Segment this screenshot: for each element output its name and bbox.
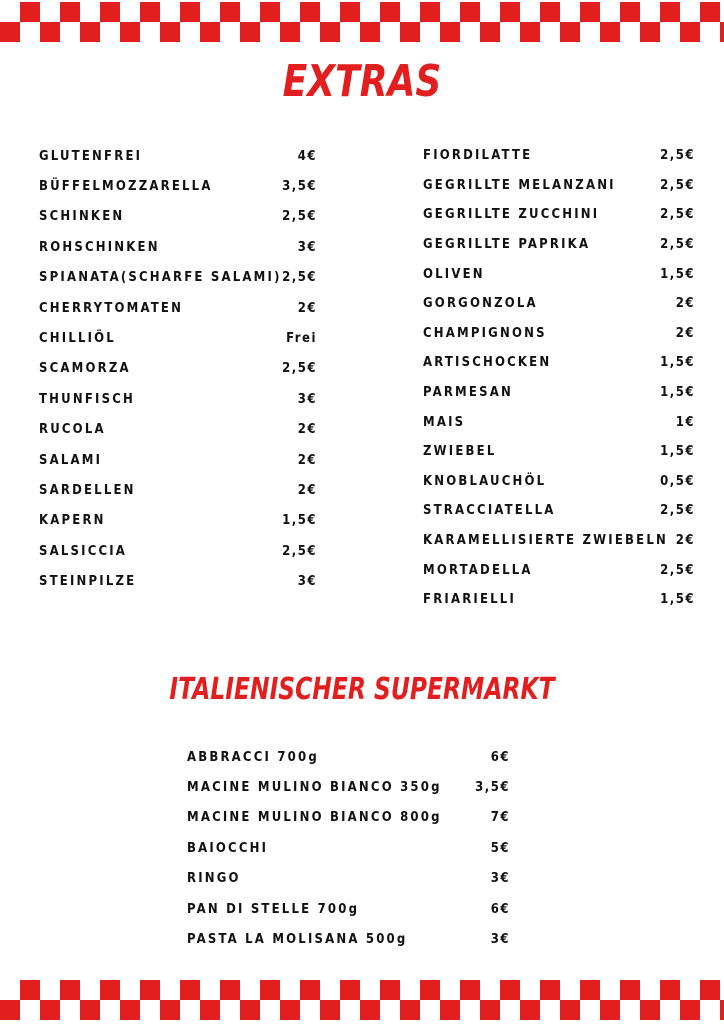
item-price: 3€	[297, 239, 317, 255]
item-name: CHERRYTOMATEN	[39, 300, 184, 316]
list-item	[187, 924, 512, 954]
item-price: 6€	[490, 749, 510, 765]
list-item	[423, 319, 695, 349]
list-item	[423, 378, 695, 408]
list-item	[423, 141, 695, 171]
item-name: OLIVEN	[423, 266, 485, 282]
item-name: SARDELLEN	[39, 482, 136, 498]
item-name: ABBRACCI 700g	[187, 749, 319, 765]
item-name: ARTISCHOCKEN	[423, 355, 552, 371]
item-price: 1,5€	[660, 266, 695, 282]
list-item	[39, 354, 329, 384]
extras-list-left	[39, 141, 329, 597]
item-name: KNOBLAUCHÖL	[423, 473, 547, 489]
item-price: 3,5€	[475, 780, 510, 796]
list-item	[39, 323, 329, 353]
item-price: 7€	[490, 810, 510, 826]
item-price: 2,5€	[660, 237, 695, 253]
list-item	[187, 894, 512, 924]
item-name: PASTA LA MOLISANA 500g	[187, 932, 408, 948]
list-item	[39, 536, 329, 566]
item-price: 1,5€	[660, 444, 695, 460]
item-price: 2,5€	[660, 177, 695, 193]
item-price: 4€	[297, 148, 317, 164]
list-item	[423, 555, 695, 585]
item-name: MAIS	[423, 414, 466, 430]
item-name: FIORDILATTE	[423, 148, 533, 164]
item-name: GORGONZOLA	[423, 296, 538, 312]
list-item	[39, 415, 329, 445]
list-item	[187, 772, 512, 802]
item-price: 3€	[490, 871, 510, 887]
item-name: ZWIEBEL	[423, 444, 497, 460]
item-name: GEGRILLTE ZUCCHINI	[423, 207, 600, 223]
item-price: 2,5€	[282, 270, 317, 286]
list-item	[423, 526, 695, 556]
item-price: 2,5€	[282, 543, 317, 559]
item-name: SALAMI	[39, 452, 103, 468]
item-price: 2,5€	[282, 361, 317, 377]
list-item	[423, 437, 695, 467]
list-item	[39, 141, 329, 171]
item-price: 2€	[675, 296, 695, 312]
list-item	[423, 171, 695, 201]
item-price: 1,5€	[282, 513, 317, 529]
list-item	[423, 407, 695, 437]
item-name: CHAMPIGNONS	[423, 325, 547, 341]
item-price: 3,5€	[282, 179, 317, 195]
list-item	[39, 232, 329, 262]
list-item	[423, 259, 695, 289]
item-price: 2€	[297, 452, 317, 468]
item-name: KARAMELLISIERTE ZWIEBELN	[423, 533, 668, 549]
item-price: 2€	[675, 533, 695, 549]
item-name: GEGRILLTE PAPRIKA	[423, 237, 591, 253]
list-item	[423, 200, 695, 230]
item-name: STEINPILZE	[39, 574, 137, 590]
item-name: BAIOCCHI	[187, 840, 269, 856]
list-item	[187, 864, 512, 894]
checkered-border-bottom	[0, 980, 724, 1020]
list-item	[423, 348, 695, 378]
item-name: PAN DI STELLE 700g	[187, 901, 360, 917]
item-price: 1,5€	[660, 385, 695, 401]
item-price: 2,5€	[660, 562, 695, 578]
list-item	[39, 445, 329, 475]
list-item	[39, 566, 329, 596]
supermarket-list	[187, 742, 512, 955]
item-name: GLUTENFREI	[39, 148, 143, 164]
list-item	[39, 293, 329, 323]
item-name: FRIARIELLI	[423, 592, 516, 608]
list-item	[423, 289, 695, 319]
list-item	[187, 833, 512, 863]
item-name: GEGRILLTE MELANZANI	[423, 177, 616, 193]
item-name: CHILLIÖL	[39, 331, 116, 347]
item-name: KAPERN	[39, 513, 106, 529]
list-item	[39, 202, 329, 232]
item-price: 5€	[490, 840, 510, 856]
item-name: SCAMORZA	[39, 361, 131, 377]
item-price: 3€	[297, 391, 317, 407]
item-name: STRACCIATELLA	[423, 503, 556, 519]
item-name: ROHSCHINKEN	[39, 239, 160, 255]
item-name: MACINE MULINO BIANCO 800g	[187, 810, 442, 826]
list-item	[39, 263, 329, 293]
item-name: MACINE MULINO BIANCO 350g	[187, 780, 442, 796]
list-item	[423, 467, 695, 497]
item-name: SCHINKEN	[39, 209, 125, 225]
list-item	[187, 742, 512, 772]
item-price: 0,5€	[660, 473, 695, 489]
item-name: BÜFFELMOZZARELLA	[39, 179, 213, 195]
item-price: 2€	[297, 482, 317, 498]
item-name: SALSICCIA	[39, 543, 128, 559]
page-title: EXTRAS	[282, 56, 442, 107]
extras-list-right	[423, 141, 695, 615]
list-item	[39, 384, 329, 414]
checkered-border-top	[0, 2, 724, 42]
list-item	[187, 803, 512, 833]
item-price: 2,5€	[660, 148, 695, 164]
item-name: SPIANATA(SCHARFE SALAMI)	[39, 270, 282, 286]
item-price: 3€	[490, 932, 510, 948]
list-item	[423, 496, 695, 526]
item-name: RUCOLA	[39, 422, 106, 438]
item-name: PARMESAN	[423, 385, 513, 401]
item-price: 3€	[297, 574, 317, 590]
item-price: 2,5€	[660, 503, 695, 519]
list-item	[423, 230, 695, 260]
list-item	[39, 506, 329, 536]
item-price: 1,5€	[660, 355, 695, 371]
item-price: 1€	[675, 414, 695, 430]
item-price: 2€	[297, 422, 317, 438]
item-price: 2,5€	[282, 209, 317, 225]
item-name: THUNFISCH	[39, 391, 135, 407]
item-price: Frei	[286, 331, 317, 347]
list-item	[39, 171, 329, 201]
item-name: MORTADELLA	[423, 562, 533, 578]
section-title-supermarket: ITALIENISCHER SUPERMARKT	[169, 672, 555, 707]
item-price: 2€	[675, 325, 695, 341]
list-item	[423, 585, 695, 615]
item-price: 1,5€	[660, 592, 695, 608]
item-price: 2€	[297, 300, 317, 316]
item-price: 2,5€	[660, 207, 695, 223]
list-item	[39, 475, 329, 505]
item-name: RINGO	[187, 871, 241, 887]
item-price: 6€	[490, 901, 510, 917]
